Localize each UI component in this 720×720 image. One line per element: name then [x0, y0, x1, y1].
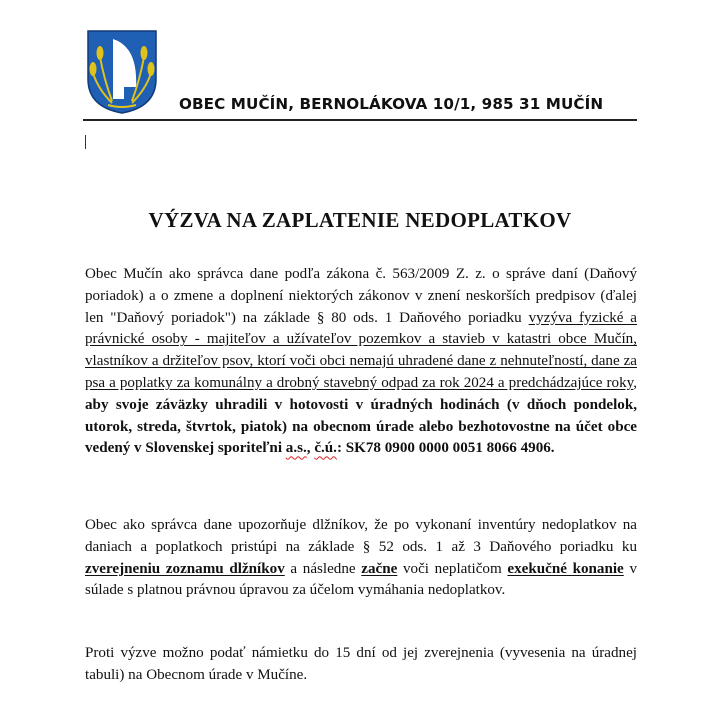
header-divider	[83, 119, 637, 121]
p2-emphasis-enforcement: exekučné konanie	[507, 560, 624, 577]
p2-text3: voči neplatičom	[397, 560, 508, 577]
municipality-address: OBEC MUČÍN, BERNOLÁKOVA 10/1, 985 31 MUČÍN	[179, 95, 604, 113]
p1-bold-text: aby svoje záväzky uhradili v hotovosti v úradných hodinách (v dňoch pondelok, utorok, streda, štvrtok, piatok) na obecnom úrade alebo bezhotovostne na účet obce vedený v Slovenskej sporiteľni	[85, 396, 637, 457]
p2-text2: a následne	[284, 560, 362, 577]
p1-bold-as: a.s.	[285, 440, 307, 457]
p1-underlined-text: vyzýva fyzické a právnické osoby - majiteľov a užívateľov pozemkov a stavieb v katastri obce Mučín, vlastníkov a držiteľov psov, ktorí voči obci nemajú uhradené dane z nehnuteľností, dane za psa a poplatky za komunálny a drobný stavebný odpad za rok 2024 a predchádzajúce roky	[85, 309, 638, 391]
p1-bold-sep: ,	[306, 440, 315, 457]
paragraph-debtor-warning	[85, 515, 637, 602]
p2-emphasis-begin: začne	[361, 560, 398, 577]
p2-text1: Obec ako správca dane upozorňuje dlžníkov, že po vykonaní inventúry nedoplatkov na daniach a poplatkoch pristúpi na základe § 52 ods. 1 až 3 Daňového poriadku ku	[85, 517, 637, 555]
paragraph-objection: Proti výzve možno podať námietku do 15 dní od jej zverejnenia (vyvesenia na úradnej tabuli) na Obecnom úrade v Mučíne.	[85, 645, 637, 683]
p2-emphasis-publish-list: zverejneniu zoznamu dlžníkov	[85, 560, 285, 577]
p1-bold-account-label: č.ú.	[314, 440, 337, 457]
text-cursor[interactable]	[85, 135, 86, 149]
paragraph-payment-call	[85, 264, 637, 460]
p1-intro: Obec Mučín ako správca dane podľa zákona č. 563/2009 Z. z. o správe daní (Daňový poriadok) a o zmene a doplnení niektorých zákonov v znení neskorších predpisov (ďalej len "Daňový poriadok") na základe § 80 ods. 1 Daňového poriadku	[85, 266, 637, 326]
coat-of-arms-logo	[86, 29, 158, 115]
p1-iban: : SK78 0900 0000 0051 8066 4906.	[336, 440, 555, 457]
document-title: VÝZVA NA ZAPLATENIE NEDOPLATKOV	[148, 208, 572, 232]
p1-comma: ,	[633, 374, 637, 391]
p2-text4: v súlade s platnou právnou úpravou za účelom vymáhania nedoplatkov.	[85, 560, 637, 599]
